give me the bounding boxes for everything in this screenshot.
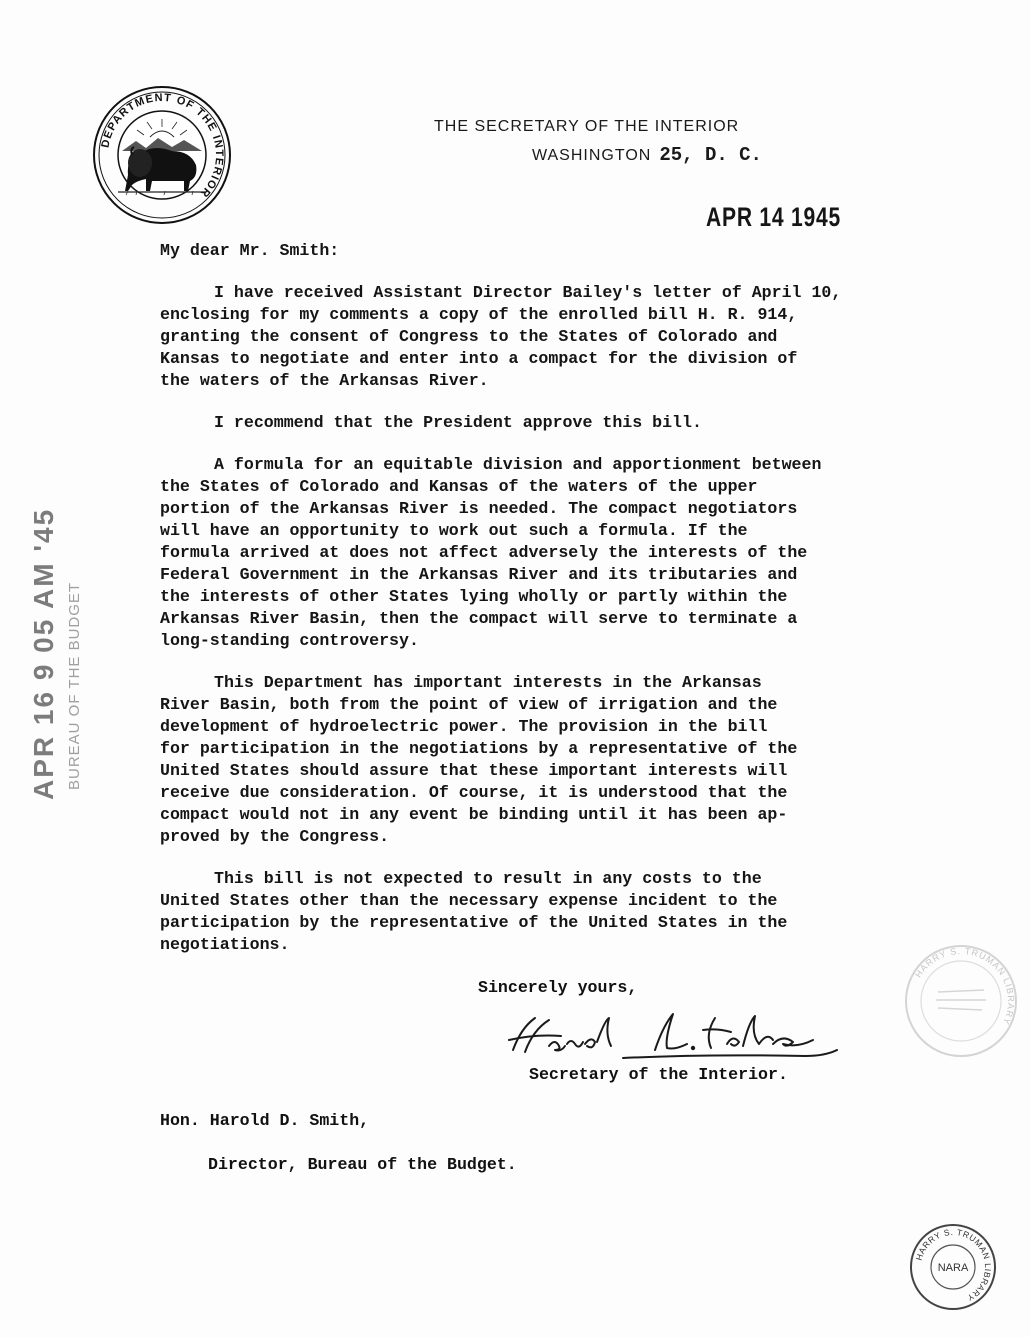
library-stamp-faint-icon [902,942,1020,1060]
closing: Sincerely yours, [478,978,638,997]
faint-stamp-text: HARRY S. TRUMAN LIBRARY [913,945,1017,1027]
letterhead-city: WASHINGTON [532,147,652,164]
paragraph-line: receive due consideration. Of course, it is understood that the [160,783,788,802]
received-stamp-office: BUREAU OF THE BUDGET [66,581,83,790]
letterhead-title: THE SECRETARY OF THE INTERIOR [434,118,740,135]
paragraph-line: long-standing controversy. [160,631,419,650]
signature-image [505,1010,850,1070]
paragraph [160,672,880,848]
signature-title: Secretary of the Interior. [529,1065,788,1084]
paragraph-line: for participation in the negotiations by a representative of the [160,739,798,758]
date-stamp: APR 14 1945 [706,202,842,232]
received-stamp-date: APR 16 9 05 AM '45 [28,507,59,800]
paragraph-line: This bill is not expected to result in any costs to the [214,869,762,888]
paragraph [160,282,880,392]
addressee-title: Director, Bureau of the Budget. [208,1155,517,1174]
nara-stamp-outer-text: HARRY S. TRUMAN LIBRARY [913,1226,994,1304]
paragraph-line: United States other than the necessary expense incident to the [160,891,778,910]
bison-seal-icon [92,85,232,225]
svg-text:HARRY S. TRUMAN LIBRARY [913,946,1016,1027]
paragraph-list [160,282,880,956]
paragraph-line: enclosing for my comments a copy of the enrolled bill H. R. 914, [160,305,798,324]
paragraph-line: portion of the Arkansas River is needed. The compact negotiators [160,499,798,518]
letterhead [434,118,762,166]
paragraph-line: United States should assure that these important interests will [160,761,788,780]
paragraph-line: will have an opportunity to work out such a formula. If the [160,521,748,540]
paragraph-line: This Department has important interests in the Arkansas [214,673,762,692]
paragraph-line: Arkansas River Basin, then the compact will serve to terminate a [160,609,798,628]
received-stamp [28,508,83,800]
paragraph-line: formula arrived at does not affect adversely the interests of the [160,543,808,562]
paragraph-line: River Basin, both from the point of view of irrigation and the [160,695,778,714]
paragraph-line: proved by the Congress. [160,827,390,846]
paragraph [160,868,880,956]
paragraph-line: Federal Government in the Arkansas River and its tributaries and [160,565,798,584]
paragraph-line: development of hydroelectric power. The provision in the bill [160,717,768,736]
addressee-block [160,1110,517,1176]
letter-body [160,240,880,976]
paragraph-line: the waters of the Arkansas River. [160,371,489,390]
letterhead-address: 25, D. C. [659,144,762,166]
paragraph-line: the States of Colorado and Kansas of the waters of the upper [160,477,758,496]
paragraph-line: compact would not in any event be binding until it has been ap- [160,805,788,824]
paragraph-line: I have received Assistant Director Bailey's letter of April 10, [214,283,842,302]
salutation: My dear Mr. Smith: [160,241,340,260]
letterhead-address-line [434,144,762,166]
paragraph-line: granting the consent of Congress to the States of Colorado and [160,327,778,346]
nara-stamp-center-text: NARA [937,1262,969,1274]
paragraph-line: Kansas to negotiate and enter into a compact for the division of [160,349,798,368]
paragraph-line: A formula for an equitable division and apportionment between [214,455,822,474]
paragraph-line: the interests of other States lying wholly or partly within the [160,587,788,606]
paragraph-line: I recommend that the President approve this bill. [214,413,702,432]
paragraph-line: negotiations. [160,935,290,954]
nara-library-stamp-icon [908,1222,998,1312]
seal-text: DEPARTMENT OF THE INTERIOR [99,91,226,200]
paragraph-line: participation by the representative of the United States in the [160,913,788,932]
paragraph [160,454,880,652]
addressee-name: Hon. Harold D. Smith, [160,1111,370,1130]
paragraph [160,412,880,434]
